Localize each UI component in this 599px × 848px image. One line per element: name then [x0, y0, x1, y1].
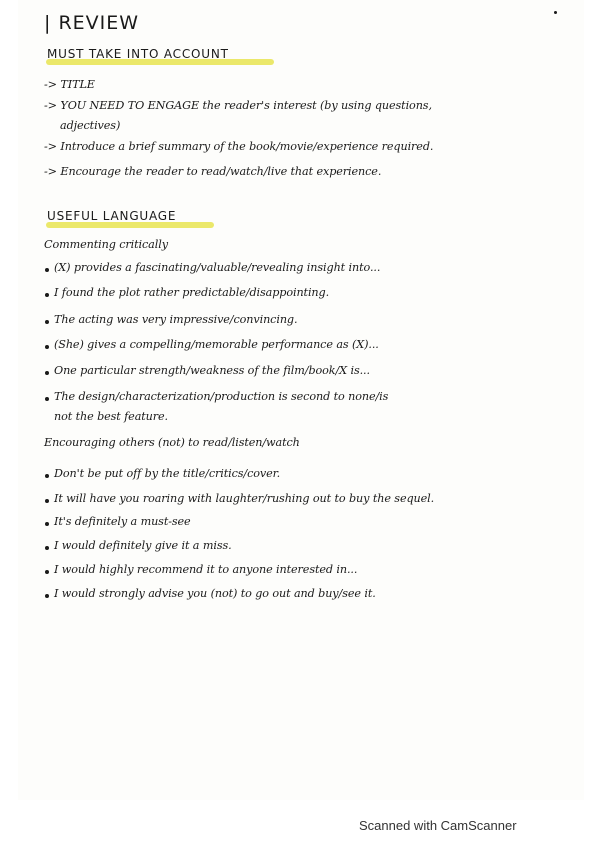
bullet [45, 320, 49, 324]
list-item: The acting was very impressive/convincing. [54, 313, 298, 326]
must-item-engage-cont: adjectives) [60, 119, 121, 132]
scanned-page [18, 0, 584, 800]
margin-mark [554, 11, 557, 14]
page-title: | REVIEW [44, 12, 140, 34]
subheading-commenting: Commenting critically [44, 238, 168, 251]
list-item: One particular strength/weakness of the film/book/X is... [54, 364, 370, 377]
bullet [45, 570, 49, 574]
list-item: I would highly recommend it to anyone interested in... [54, 563, 358, 576]
bullet [45, 268, 49, 272]
bullet [45, 594, 49, 598]
bullet [45, 371, 49, 375]
scanner-watermark: Scanned with CamScanner [359, 818, 517, 833]
must-item-summary: -> Introduce a brief summary of the book/movie/experience required. [44, 140, 434, 153]
list-item: It will have you roaring with laughter/rushing out to buy the sequel. [54, 492, 435, 505]
bullet [45, 499, 49, 503]
list-item: I found the plot rather predictable/disappointing. [54, 286, 330, 299]
list-item: Don't be put off by the title/critics/cover. [54, 467, 281, 480]
list-item: The design/characterization/production is second to none/is [54, 390, 389, 403]
list-item-cont: not the best feature. [54, 410, 169, 423]
must-item-title: -> TITLE [44, 78, 95, 91]
bullet [45, 345, 49, 349]
useful-heading: USEFUL LANGUAGE [47, 209, 177, 223]
bullet [45, 293, 49, 297]
list-item: (She) gives a compelling/memorable performance as (X)... [54, 338, 379, 351]
list-item: (X) provides a fascinating/valuable/revealing insight into... [54, 261, 381, 274]
must-item-engage: -> YOU NEED TO ENGAGE the reader's interest (by using questions, [44, 99, 432, 112]
must-item-encourage: -> Encourage the reader to read/watch/live that experience. [44, 165, 382, 178]
bullet [45, 474, 49, 478]
list-item: It's definitely a must-see [54, 515, 191, 528]
list-item: I would strongly advise you (not) to go out and buy/see it. [54, 587, 376, 600]
list-item: I would definitely give it a miss. [54, 539, 232, 552]
bullet [45, 522, 49, 526]
bullet [45, 397, 49, 401]
must-heading: MUST TAKE INTO ACCOUNT [47, 47, 229, 61]
bullet [45, 546, 49, 550]
subheading-encouraging: Encouraging others (not) to read/listen/watch [44, 436, 300, 449]
